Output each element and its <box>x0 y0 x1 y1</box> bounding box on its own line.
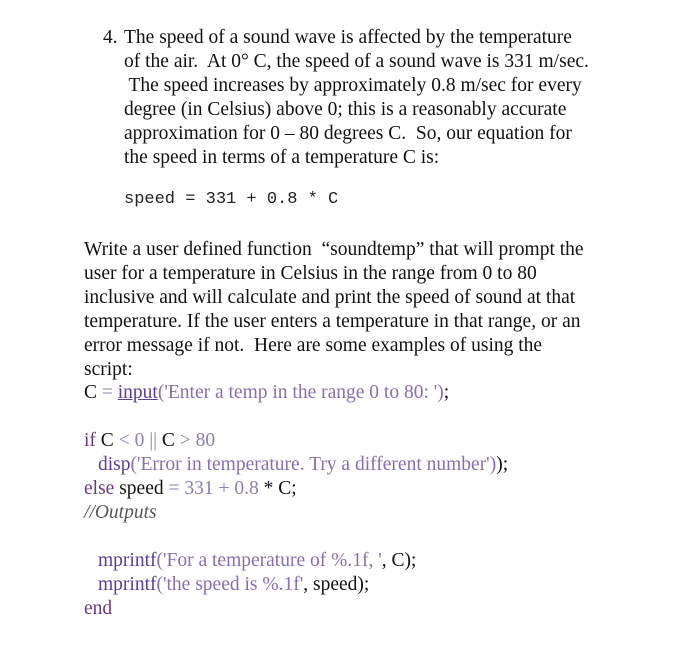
code-kw-else: else <box>84 478 120 499</box>
task-line-4: temperature. If the user enters a temperature in that range, or an <box>84 311 581 332</box>
code-str-format-2: ('the speed is %.1f' <box>156 574 304 595</box>
code-line-mprintf-1 <box>98 549 416 573</box>
code-disp-end: ); <box>496 454 509 475</box>
code-if-c: C <box>157 430 180 451</box>
code-line-end: end <box>84 598 113 619</box>
code-str-prompt: ('Enter a temp in the range 0 to 80: ') <box>157 382 444 403</box>
code-str-error: ('Error in temperature. Try a different number') <box>130 454 497 475</box>
code-if-b: 0 <box>129 430 150 451</box>
question-line-6: the speed in terms of a temperature C is: <box>124 147 440 168</box>
code-if-op3: > <box>179 430 191 451</box>
code-if-op2: || <box>149 430 157 451</box>
code-var-c: C <box>84 382 98 403</box>
code-var-speed: speed <box>119 478 169 499</box>
task-line-3: inclusive and will calculate and print the speed of sound at that <box>84 287 576 308</box>
code-mprintf-1-end: , C); <box>381 550 417 571</box>
code-else-expr: = 331 + 0.8 <box>168 478 264 499</box>
code-fn-disp: disp <box>98 454 131 475</box>
task-line-2: user for a temperature in Celsius in the range from 0 to 80 <box>84 263 537 284</box>
code-line-comment: //Outputs <box>84 502 157 523</box>
task-line-6: script: <box>84 359 133 380</box>
code-mprintf-2-end: , speed); <box>303 574 370 595</box>
code-if-op1: < <box>118 430 130 451</box>
code-line-else <box>84 477 297 501</box>
question-number: 4. <box>103 27 118 48</box>
code-line-if <box>84 429 215 453</box>
question-line-1: The speed of a sound wave is affected by the temperature <box>124 27 572 48</box>
code-line-input <box>84 381 449 405</box>
question-line-2: of the air. At 0° C, the speed of a sound wave is 331 m/sec. <box>124 51 589 72</box>
code-fn-mprintf-1: mprintf <box>98 550 157 571</box>
speed-equation: speed = 331 + 0.8 * C <box>124 190 339 209</box>
task-line-1: Write a user defined function “soundtemp” that will prompt the <box>84 239 584 260</box>
question-line-4: degree (in Celsius) above 0; this is a reasonably accurate <box>124 99 567 120</box>
question-line-5: approximation for 0 – 80 degrees C. So, our equation for <box>124 123 572 144</box>
code-line-disp <box>98 453 508 477</box>
code-fn-input: input <box>117 382 158 403</box>
code-if-a: C <box>100 430 119 451</box>
code-line-mprintf-2 <box>98 573 369 597</box>
code-else-end: * C; <box>263 478 297 499</box>
code-if-d: 80 <box>190 430 216 451</box>
code-assign: = <box>97 382 118 403</box>
code-str-format-1: ('For a temperature of %.1f, ' <box>156 550 382 571</box>
code-kw-if: if <box>84 430 101 451</box>
task-line-5: error message if not. Here are some examples of using the <box>84 335 543 356</box>
question-line-3: The speed increases by approximately 0.8 m/sec for every <box>124 75 582 96</box>
code-fn-mprintf-2: mprintf <box>98 574 157 595</box>
code-semicolon: ; <box>443 382 450 403</box>
